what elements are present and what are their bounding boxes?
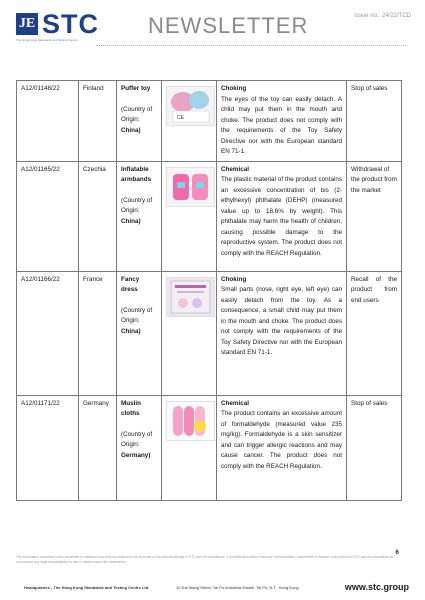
country-cell: France [79, 271, 117, 395]
photo-cell [162, 395, 217, 500]
table-row [17, 161, 402, 271]
reference-cell: A12/01148/22 [17, 81, 79, 162]
country-cell: Czechia [79, 161, 117, 271]
reference-cell: A12/01165/22 [17, 161, 79, 271]
risk-type: Choking [221, 275, 247, 283]
product-cell [117, 395, 162, 500]
measure-cell: Recall of the product from end users [347, 271, 402, 395]
measure-cell: Stop of sales [347, 395, 402, 500]
product-photo [166, 86, 215, 126]
risk-cell [217, 271, 347, 395]
product-cell [117, 81, 162, 162]
logo-subtitle: The Hong Kong Standards and Testing Centre [16, 38, 78, 42]
risk-description: Small parts (nose, right eye, left eye) can easily detach from the toy. As a consequence, a small child may put them in the mouth and choke. The product does not comply with the requirements of the Toy Safety Directive nor with the European standard EN 71-1. [221, 286, 342, 356]
company-name: Headquarters - The Hong Kong Standards and Testing Centre Ltd. [24, 585, 150, 590]
risk-description: The product contains an excessive amount of formaldehyde (measured value 235 mg/kg). Formaldehyde is a skin sensitizer and can trigger allergic reactions and may cause cancer. The product does not comply with the REACH Regulation. [221, 410, 342, 470]
company-address: 10 Dai Wang Street, Tai Po Industrial Estate, Tai Po, N.T., Hong Kong [176, 585, 299, 590]
reference-cell: A12/01166/22 [17, 271, 79, 395]
header-divider [96, 45, 406, 48]
page-number: 6 [395, 549, 399, 556]
reference-cell: A12/01171/22 [17, 395, 79, 500]
risk-cell [217, 395, 347, 500]
origin-country: China) [121, 217, 141, 225]
stc-logo-text: STC [42, 9, 99, 39]
origin-country: Germany) [121, 451, 151, 459]
disclaimer-text: The information contained in this newsletter is obtained from sources believed to be accurate to the best knowledge of STC and its subsidiaries. It is distributed without warranty, representation, inducement or licence of any kind and STC and its subsidiaries do not assume any legal responsibility for use or reliance upon the information. [16, 555, 394, 564]
risk-description: The eyes of the toy can easily detach. A child may put them in the mouth and choke. The product does not comply with the requirements of the Toy Safety Directive nor with the European standard EN 71-1. [221, 95, 342, 155]
photo-cell [162, 81, 217, 162]
origin-prefix: (Country of Origin: [121, 306, 153, 324]
product-name: Fancy dress [121, 275, 140, 293]
product-name: Muslin cloths [121, 399, 141, 417]
origin-prefix: (Country of Origin: [121, 105, 153, 123]
table-row [17, 81, 402, 162]
product-cell [117, 271, 162, 395]
product-cell [117, 161, 162, 271]
website-link[interactable]: www.stc.group [344, 582, 409, 592]
issue-number: Issue no.: 24/22/TCD [354, 13, 411, 19]
recall-table [16, 80, 402, 501]
origin-country: China) [121, 327, 141, 335]
table-row [17, 395, 402, 500]
country-cell: Germany [79, 395, 117, 500]
footer-bar [16, 582, 411, 592]
risk-description: The plastic material of the product contains an excessive concentration of bis (2-ethylhexyl) phthalate (DEHP) (measured value up to 18.6% by weight). This phthalate may harm the health of children, causing possible damage to the reproductive system. The product does not comply with the REACH Regulation. [221, 176, 342, 257]
risk-cell [217, 81, 347, 162]
table-row [17, 271, 402, 395]
product-photo [166, 277, 215, 317]
risk-type: Chemical [221, 399, 249, 407]
product-photo [166, 167, 215, 207]
newsletter-header [0, 0, 425, 58]
photo-cell [162, 271, 217, 395]
measure-cell: Stop of sales [347, 81, 402, 162]
stc-logo-mark: JE [16, 13, 38, 35]
origin-country: China) [121, 126, 141, 134]
newsletter-title: NEWSLETTER [148, 13, 309, 38]
country-cell: Finland [79, 81, 117, 162]
product-name: Puffer toy [121, 85, 151, 92]
measure-cell: Withdrawal of the product from the market [347, 161, 402, 271]
product-name: Inflatable armbands [121, 165, 152, 183]
photo-cell [162, 161, 217, 271]
origin-prefix: (Country of Origin: [121, 430, 153, 448]
svg-text:CE: CE [177, 115, 184, 121]
risk-type: Chemical [221, 165, 249, 173]
product-photo [166, 401, 215, 441]
risk-cell [217, 161, 347, 271]
origin-prefix: (Country of Origin: [121, 196, 153, 214]
risk-type: Choking [221, 85, 247, 92]
